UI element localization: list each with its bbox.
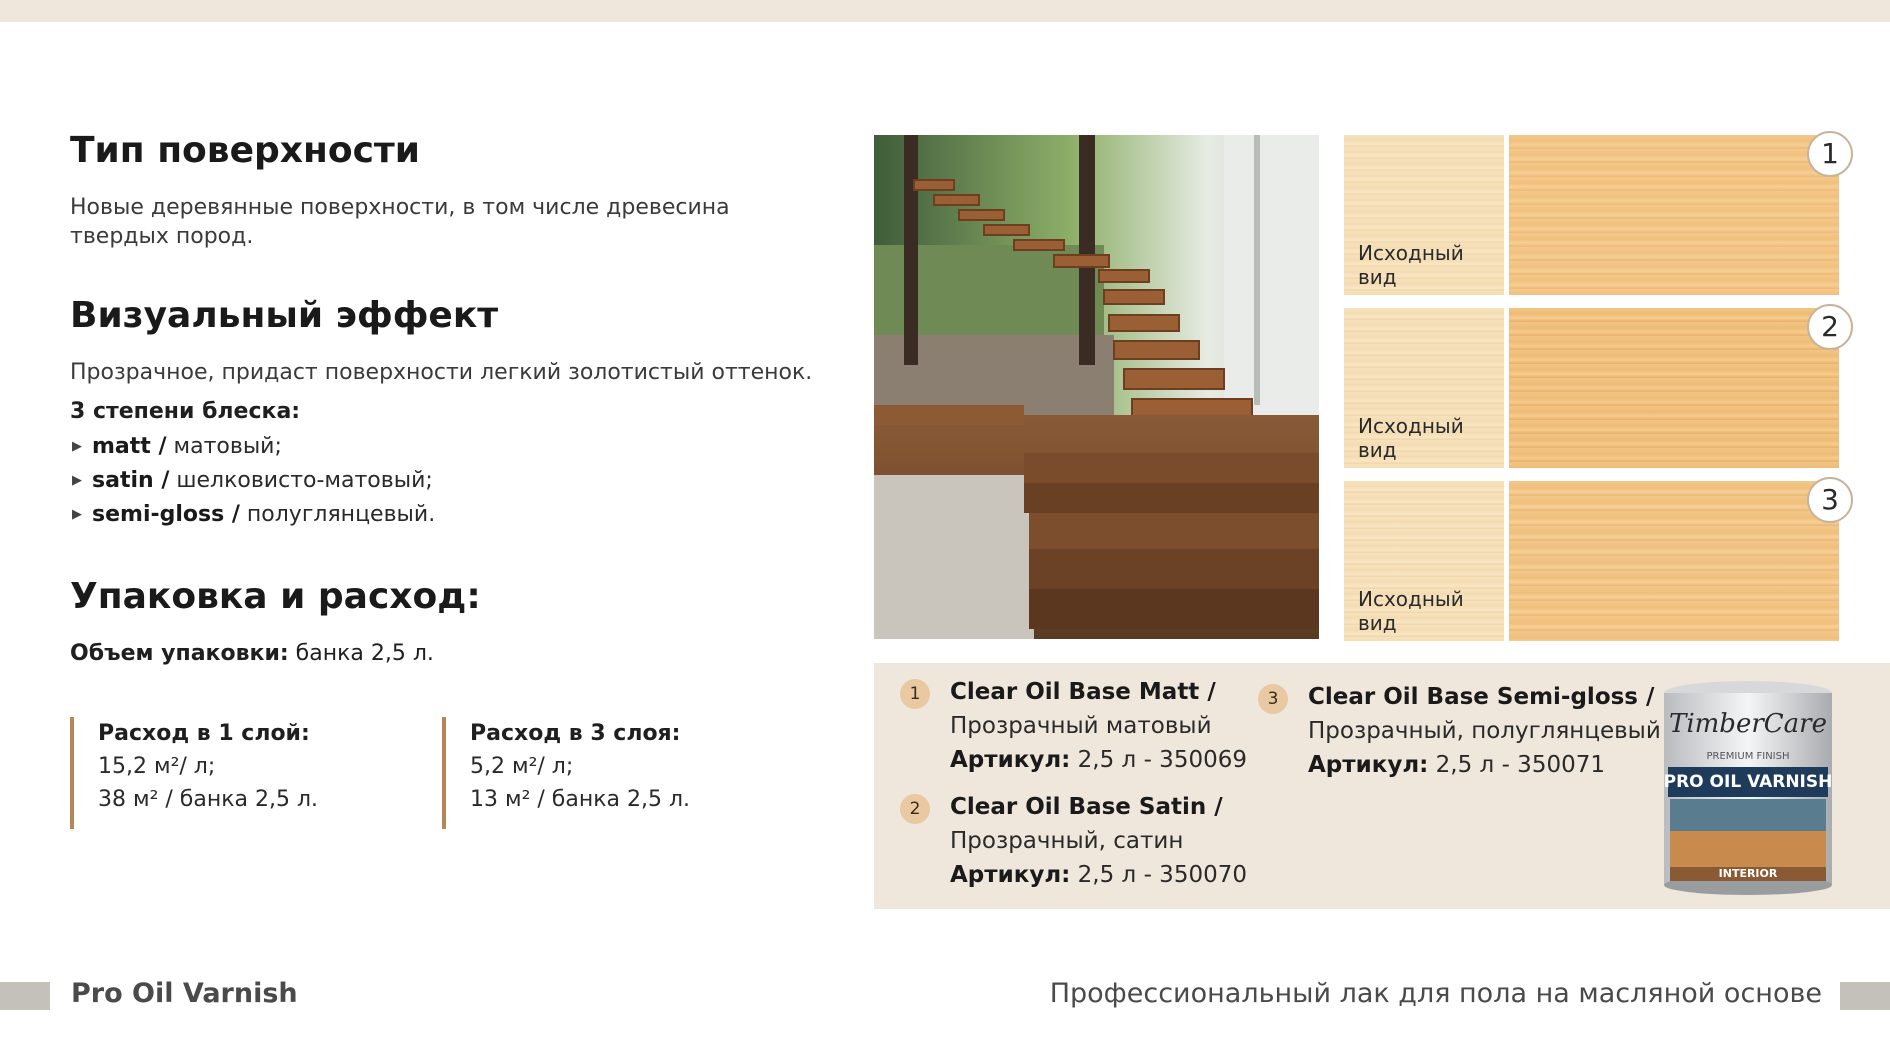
product-panel [874, 663, 1890, 909]
product-can [1660, 679, 1836, 897]
footer-bar-left [0, 982, 50, 1010]
bullet-icon: ▶ [72, 507, 82, 522]
swatch-row-3 [1344, 481, 1839, 641]
bullet-icon: ▶ [72, 439, 82, 454]
footer-right-text: Профессиональный лак для пола на масляной основе [1049, 978, 1822, 1009]
rate-one-layer: Расход в 1 слой: 15,2 м²/ л; 38 м² / банка 2,5 л. [70, 717, 318, 829]
product-semigloss: Clear Oil Base Semi-gloss / Прозрачный, полуглянцевый Артикул: 2,5 л - 350071 [1308, 684, 1661, 778]
packaging-title: Упаковка и расход: [70, 576, 481, 617]
top-band [0, 0, 1890, 22]
effect-text: Прозрачное, придаст поверхности легкий золотистый оттенок. [70, 360, 813, 385]
left-column [70, 130, 830, 668]
bullet-icon: ▶ [72, 473, 82, 488]
staircase-photo [874, 135, 1319, 639]
gloss-title: 3 степени блеска: [70, 399, 301, 424]
product-number: 1 [900, 679, 930, 709]
footer-left-text: Pro Oil Varnish [71, 978, 298, 1009]
product-number: 3 [1258, 684, 1288, 714]
can-bottom: INTERIOR [1718, 867, 1778, 880]
can-product: PRO OIL VARNISH [1663, 772, 1833, 792]
can-tagline: PREMIUM FINISH [1706, 751, 1790, 762]
swatch-original: Исходный вид [1344, 135, 1504, 295]
footer-bar-right [1840, 982, 1890, 1010]
gloss-item-satin: ▶ satin / шелковисто-матовый; [70, 464, 830, 498]
swatch-finished [1509, 135, 1839, 295]
product-satin: Clear Oil Base Satin / Прозрачный, сатин Артикул: 2,5 л - 350070 [950, 794, 1247, 888]
swatch-row-2 [1344, 308, 1839, 468]
gloss-list [70, 430, 830, 532]
swatch-number: 1 [1807, 131, 1853, 177]
swatch-number: 2 [1807, 304, 1853, 350]
product-matt: Clear Oil Base Matt / Прозрачный матовый Артикул: 2,5 л - 350069 [950, 679, 1247, 773]
rate-three-layers: Расход в 3 слоя: 5,2 м²/ л; 13 м² / банка 2,5 л. [442, 717, 690, 829]
surface-title: Тип поверхности [70, 130, 421, 171]
surface-text: Новые деревянные поверхности, в том числе древесина твердых пород. [70, 195, 730, 249]
volume-line: Объем упаковки: банка 2,5 л. [70, 641, 434, 666]
product-number: 2 [900, 794, 930, 824]
swatch-finished [1509, 308, 1839, 468]
swatch-original: Исходный вид [1344, 481, 1504, 641]
swatch-row-1 [1344, 135, 1839, 295]
can-brand: TimberCare [1669, 709, 1827, 739]
effect-title: Визуальный эффект [70, 295, 499, 336]
swatch-original: Исходный вид [1344, 308, 1504, 468]
swatch-finished [1509, 481, 1839, 641]
gloss-item-matt: ▶ matt / матовый; [70, 430, 830, 464]
swatch-number: 3 [1807, 477, 1853, 523]
gloss-item-semigloss: ▶ semi-gloss / полуглянцевый. [70, 498, 830, 532]
